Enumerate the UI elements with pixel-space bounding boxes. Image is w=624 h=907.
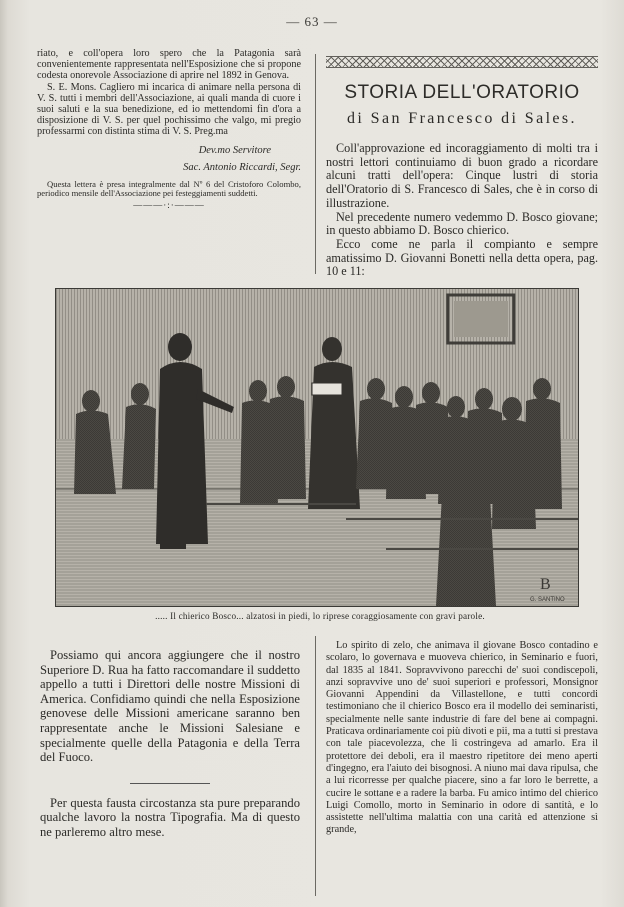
announcement-column: [40, 648, 300, 840]
story-quote-intro: Ecco come ne parla il compianto e sempre amatissimo D. Giovanni Bonetti nella detta opera, pag. 10 e 11:: [326, 236, 598, 279]
letter-closing: Dev.mo Servitore: [198, 144, 271, 156]
engraving-letter-mark: B: [540, 576, 551, 593]
header-ornament: [326, 56, 598, 68]
story-previous: Nel precedente numero vedemmo D. Bosco giovane; in questo abbiamo D. Bosco chierico.: [326, 209, 598, 238]
story-continuation-column: [326, 640, 598, 837]
short-divider: [130, 783, 210, 784]
letter-text: riato, e coll'opera loro spero che la Patagonia sarà convenientemente rappresentata nell'Esposizione che si propone codesta onorevole Associazione di aprire nel 1892 in Genova.: [37, 48, 301, 82]
story-subtitle: di San Francesco di Sales.: [347, 110, 577, 127]
engraver-signature: G. SANTINO: [530, 597, 565, 603]
story-title: STORIA DELL'ORATORIO: [344, 82, 580, 103]
engraving-illustration: [55, 288, 579, 607]
column-divider-bottom: [315, 636, 316, 896]
story-continuation-text: Lo spirito di zelo, che animava il giovane Bosco contadino e scolaro, lo governava e muoveva chierico, in Seminario e fuori, dal 1835 al 1841. Sopravvivono parecchi de' suoi condiscepoli, anzi sopravvive uno de' suoi superiori e professori, Monsignor Giovanni Appendini da Villastellone, e tutti concordi testimoniano che il chierico Bosco era il modello dei seminaristi, specialmente nelle sante industrie di fare del bene ai compagni. Praticava ordinariamente coi più divoti e pii, ma a tutti si prestava con tale piacevolezza, che li costringeva ad amarlo. Era il protettore dei deboli, era il maestro ripetitore dei meno aperti d'ingegno, era l'aiuto dei bisognosi. A niuno mai dava ripulsa, che a lui ricorresse per qualche piacere, sino a far loro le berrette, a cucire le sottane e a radere la barba. Fu amico intimo del chierico Luigi Comollo, morto in Seminario in odore di santità, e lo assistette nell'ultima malattia con una carità ed attenzione sì grande,: [326, 640, 598, 836]
typography-note: Per questa fausta circostanza sta pure preparando qualche lavoro la nostra Tipografia. Ma di questo ne parleremo altro mese.: [40, 795, 300, 839]
column-divider: [315, 54, 316, 274]
illustration-caption: ..... Il chierico Bosco... alzatosi in piedi, lo riprese coraggiosamente con gravi parole.: [155, 611, 485, 621]
announcement-text: Possiamo qui ancora aggiungere che il nostro Superiore D. Rua ha fatto raccomandare il suddetto appello a tutti i Direttori delle nostre Missioni di America. Confidiamo quindi che nella Esposizione genovese delle Missioni americane saranno ben rappresentate anche le Missioni Salesiane e specialmente quelle della Patagonia e della Terra del Fuoco.: [40, 648, 300, 765]
separator-ornament: ———·:·———: [133, 200, 205, 211]
letter-column: [37, 48, 301, 210]
page-number: — 63 —: [286, 14, 338, 29]
story-intro: Coll'approvazione ed incoraggiamento di molti tra i nostri lettori continuiamo di buon grado a ricordare alcuni tratti dell'opera: Cinque lustri di storia dell'Oratorio di S. Francesco di Sales, che è in corso di illustrazione.: [326, 141, 598, 210]
letter-text-continued: S. E. Mons. Cagliero mi incarica di animare nella persona di V. S. tutti i membri dell'Associazione, ai quali manda di cuore i suoi saluti e la sua benedizione, ed io mettendomi fin d'ora a disposizione di V. S. per quel pochissimo che valgo, mi pregio professarmi con distinta stima di V. S. Preg.ma: [37, 81, 301, 138]
letter-signature: Sac. Antonio Riccardi, Segr.: [183, 161, 301, 173]
story-column: [326, 56, 598, 279]
source-note: Questa lettera è presa integralmente dal Nº 6 del Cristoforo Colombo, periodico mensile dell'Associazione pei festeggiamenti suddetti.: [37, 178, 301, 199]
